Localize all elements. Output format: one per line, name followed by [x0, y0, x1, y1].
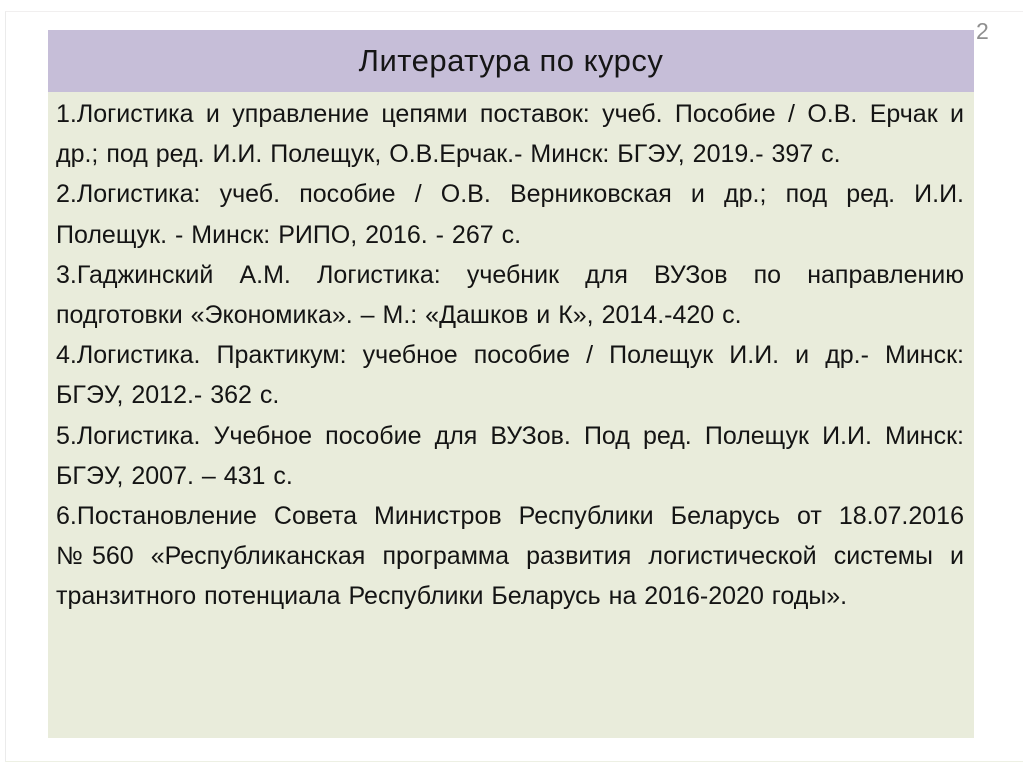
page-number: 2 [976, 18, 989, 44]
reference-item: 5.Логистика. Учебное пособие для ВУЗов. Под ред. Полещук И.И. Минск: БГЭУ, 2007. – 431 с. [56, 421, 964, 490]
reference-item: 2.Логистика: учеб. пособие / О.В. Верниковская и др.; под ред. И.И. Полещук. - Минск: РИПО, 2016. - 267 с. [56, 180, 964, 249]
reference-item: 4.Логистика. Практикум: учебное пособие / Полещук И.И. и др.- Минск: БГЭУ, 2012.- 362 с. [56, 341, 964, 410]
reference-item: 1.Логистика и управление цепями поставок: учеб. Пособие / О.В. Ерчак и др.; под ред. И.И. Полещук, О.В.Ерчак.- Минск: БГЭУ, 2019.- 397 с. [56, 100, 964, 169]
reference-item: 6.Постановление Совета Министров Республики Беларусь от 18.07.2016 №560 «Республиканская программа развития логистической системы и транзитного потенциала Республики Беларусь на 2016-2020 годы». [56, 502, 964, 611]
slide-title: Литература по курсу [358, 43, 664, 78]
title-bar [48, 30, 974, 92]
references-list [48, 92, 974, 738]
reference-item: 3.Гаджинский А.М. Логистика: учебник для ВУЗов по направлению подготовки «Экономика». – М.: «Дашков и К», 2014.-420 с. [56, 260, 964, 330]
